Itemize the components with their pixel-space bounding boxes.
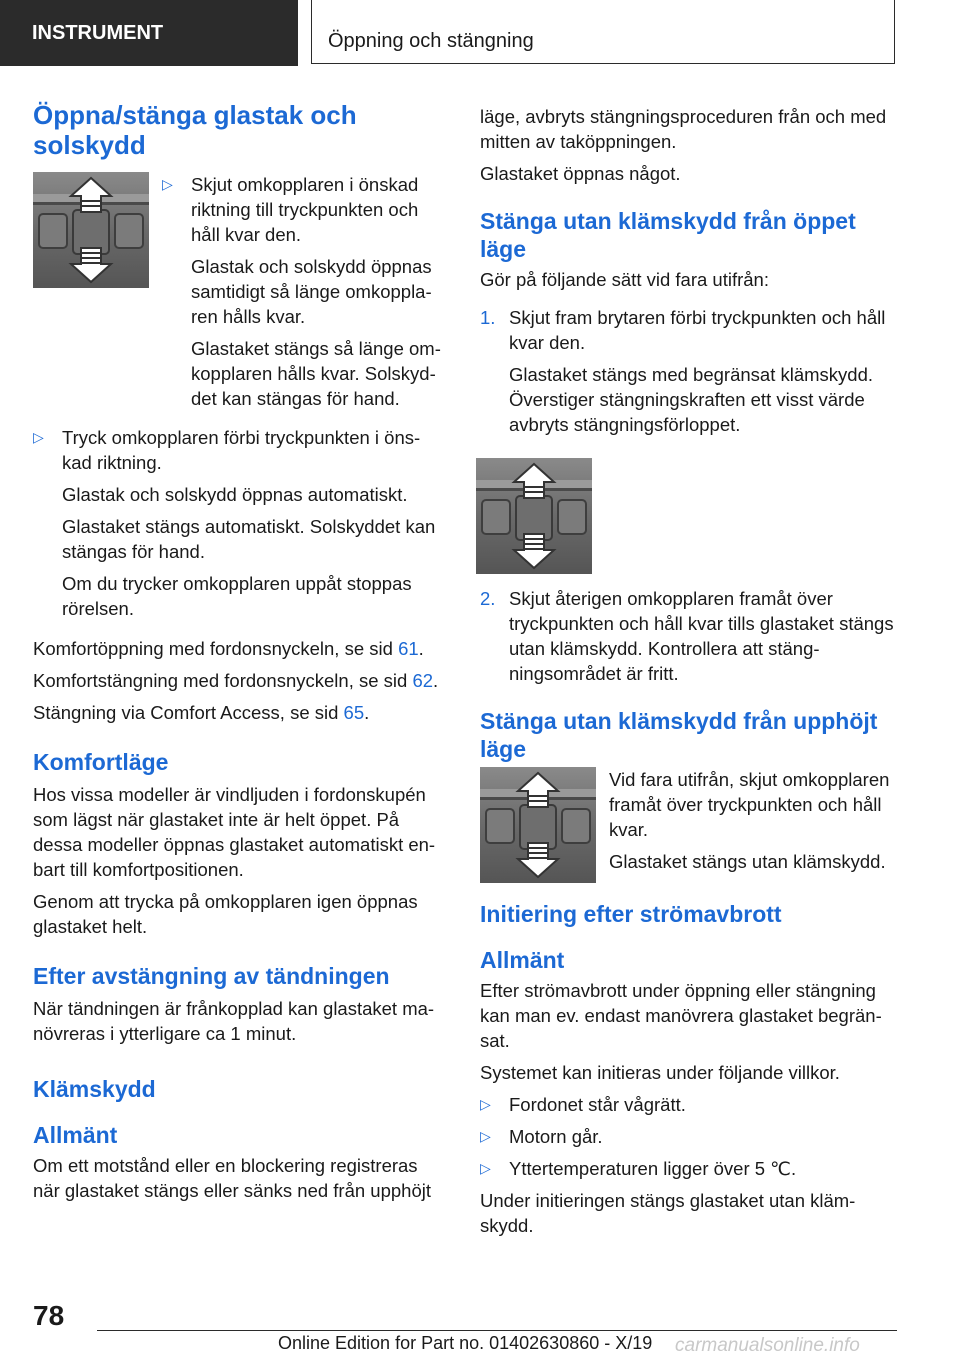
edition-text: Online Edition for Part no. 01402630860 - X/19 [278,1333,653,1353]
right-column [480,104,896,1245]
section-tab: INSTRUMENT [0,0,298,66]
item-text: Glastak och solskydd öppnas samtidigt så länge omkoppla‐ren hålls kvar. [191,256,432,327]
subheading-general: Allmänt [33,1122,118,1148]
figure-row-2 [480,767,896,883]
paragraph: Genom att trycka på omkopplaren igen öppnas glastaket helt. [33,891,418,937]
heading-open-close-roof: Öppna/stänga glastak och solskydd [33,100,357,160]
footer-rule [97,1330,897,1331]
reference-comfort-access: Stängning via Comfort Access, se sid 65. [33,702,370,723]
paragraph: Under initieringen stängs glastaket utan kläm‐skydd. [480,1190,856,1236]
paragraph: Glastaket öppnas något. [480,163,681,184]
roof-switch-illustration [476,458,592,574]
item-text: Glastaket stängs med begränsat klämskydd. Överstiger stängningskraften ett visst värde avbryts stängningsförloppet. [509,364,874,435]
chapter-title: Öppning och stängning [328,30,534,52]
page-link-61[interactable]: 61 [398,638,419,659]
paragraph: Hos vissa modeller är vindljuden i fordonskupén som lägst när glastaket inte är helt öppet. På dessa modeller öppnas glastaket automatiskt en‐bart till komfortpositionen. [33,784,436,880]
paragraph: Gör på följande sätt vid fara utifrån: [480,269,769,290]
page-header [0,0,960,66]
item-text: Yttertemperaturen ligger över 5 ℃. [509,1158,797,1179]
paragraph: Om ett motstånd eller en blockering registreras när glastaket stängs eller sänks ned från upphöjt [33,1155,431,1201]
heading-init-after-power-failure: Initiering efter strömavbrott [480,901,782,927]
step-number: 1. [480,307,496,328]
paragraph: Efter strömavbrott under öppning eller stängning kan man ev. endast manövrera glastaket begrän‐sat. [480,980,882,1051]
reference-comfort-closing: Komfortstängning med fordonsnyckeln, se sid 62. [33,670,439,691]
item-text: Motorn går. [509,1126,603,1147]
heading-close-from-open: Stänga utan klämskydd från öppet läge [480,208,856,262]
heading-after-ignition-off: Efter avstängning av tändningen [33,963,390,989]
triangle-bullet-icon: ▷ [480,1096,491,1112]
heading-pinch-protection: Klämskydd [33,1076,156,1102]
paragraph: Glastaket stängs utan klämskydd. [609,851,886,872]
item-text: Glastaket stängs så länge om‐kopplaren hålls kvar. Solskyd‐det kan stängas för hand. [191,338,441,409]
figure-text [609,767,896,881]
triangle-bullet-icon: ▷ [162,176,173,192]
watermark: carmanualsonline.info [675,1335,860,1356]
roof-switch-illustration [33,172,149,288]
item-text: Skjut återigen omkopplaren framåt över tryckpunkten och håll kvar tills glastaket stängs utan klämskydd. Kontrollera att stäng‐ningsområdet är fritt. [509,588,894,684]
item-text: Om du trycker omkopplaren uppåt stoppas rörelsen. [62,573,412,619]
step-number: 2. [480,588,496,609]
item-text: Glastak och solskydd öppnas automatiskt. [62,484,408,505]
list-item [33,425,447,621]
triangle-bullet-icon: ▷ [480,1128,491,1144]
list-item [480,586,896,686]
figure-row-1 [33,172,447,418]
item-text: Glastaket stängs automatiskt. Solskyddet kan stängas för hand. [62,516,436,562]
list-item [480,305,896,437]
heading-comfort-mode: Komfortläge [33,749,169,775]
page-number: 78 [33,1300,65,1331]
left-column [33,100,447,1210]
heading-close-from-raised: Stänga utan klämskydd från upphöjt läge [480,708,878,762]
roof-switch-illustration [480,767,596,883]
item-text: Tryck omkopplaren förbi tryckpunkten i öns‐kad riktning. [62,427,421,473]
item-text: Skjut omkopplaren i önskad riktning till tryckpunkten och håll kvar den. [191,174,419,245]
paragraph: Vid fara utifrån, skjut omkopplaren framåt över tryckpunkten och håll kvar. [609,769,890,840]
paragraph: läge, avbryts stängningsproceduren från och med mitten av taköppningen. [480,106,887,152]
page-link-62[interactable]: 62 [412,670,434,691]
list-item [480,1124,896,1149]
paragraph: När tändningen är frånkopplad kan glastaket ma‐növreras i ytterligare ca 1 minut. [33,998,435,1044]
list-item [480,1156,896,1181]
triangle-bullet-icon: ▷ [33,429,44,445]
subheading-general: Allmänt [480,947,565,973]
reference-comfort-opening: Komfortöppning med fordonsnyckeln, se sid 61. [33,638,424,659]
list-item [162,172,447,411]
page-link-65[interactable]: 65 [343,702,365,723]
item-text: Fordonet står vågrätt. [509,1094,686,1115]
item-text: Skjut fram brytaren förbi tryckpunkten och håll kvar den. [509,307,886,353]
chapter-title-box [311,0,895,64]
triangle-bullet-icon: ▷ [480,1160,491,1176]
paragraph: Systemet kan initieras under följande villkor. [480,1062,840,1083]
list-item [480,1092,896,1117]
